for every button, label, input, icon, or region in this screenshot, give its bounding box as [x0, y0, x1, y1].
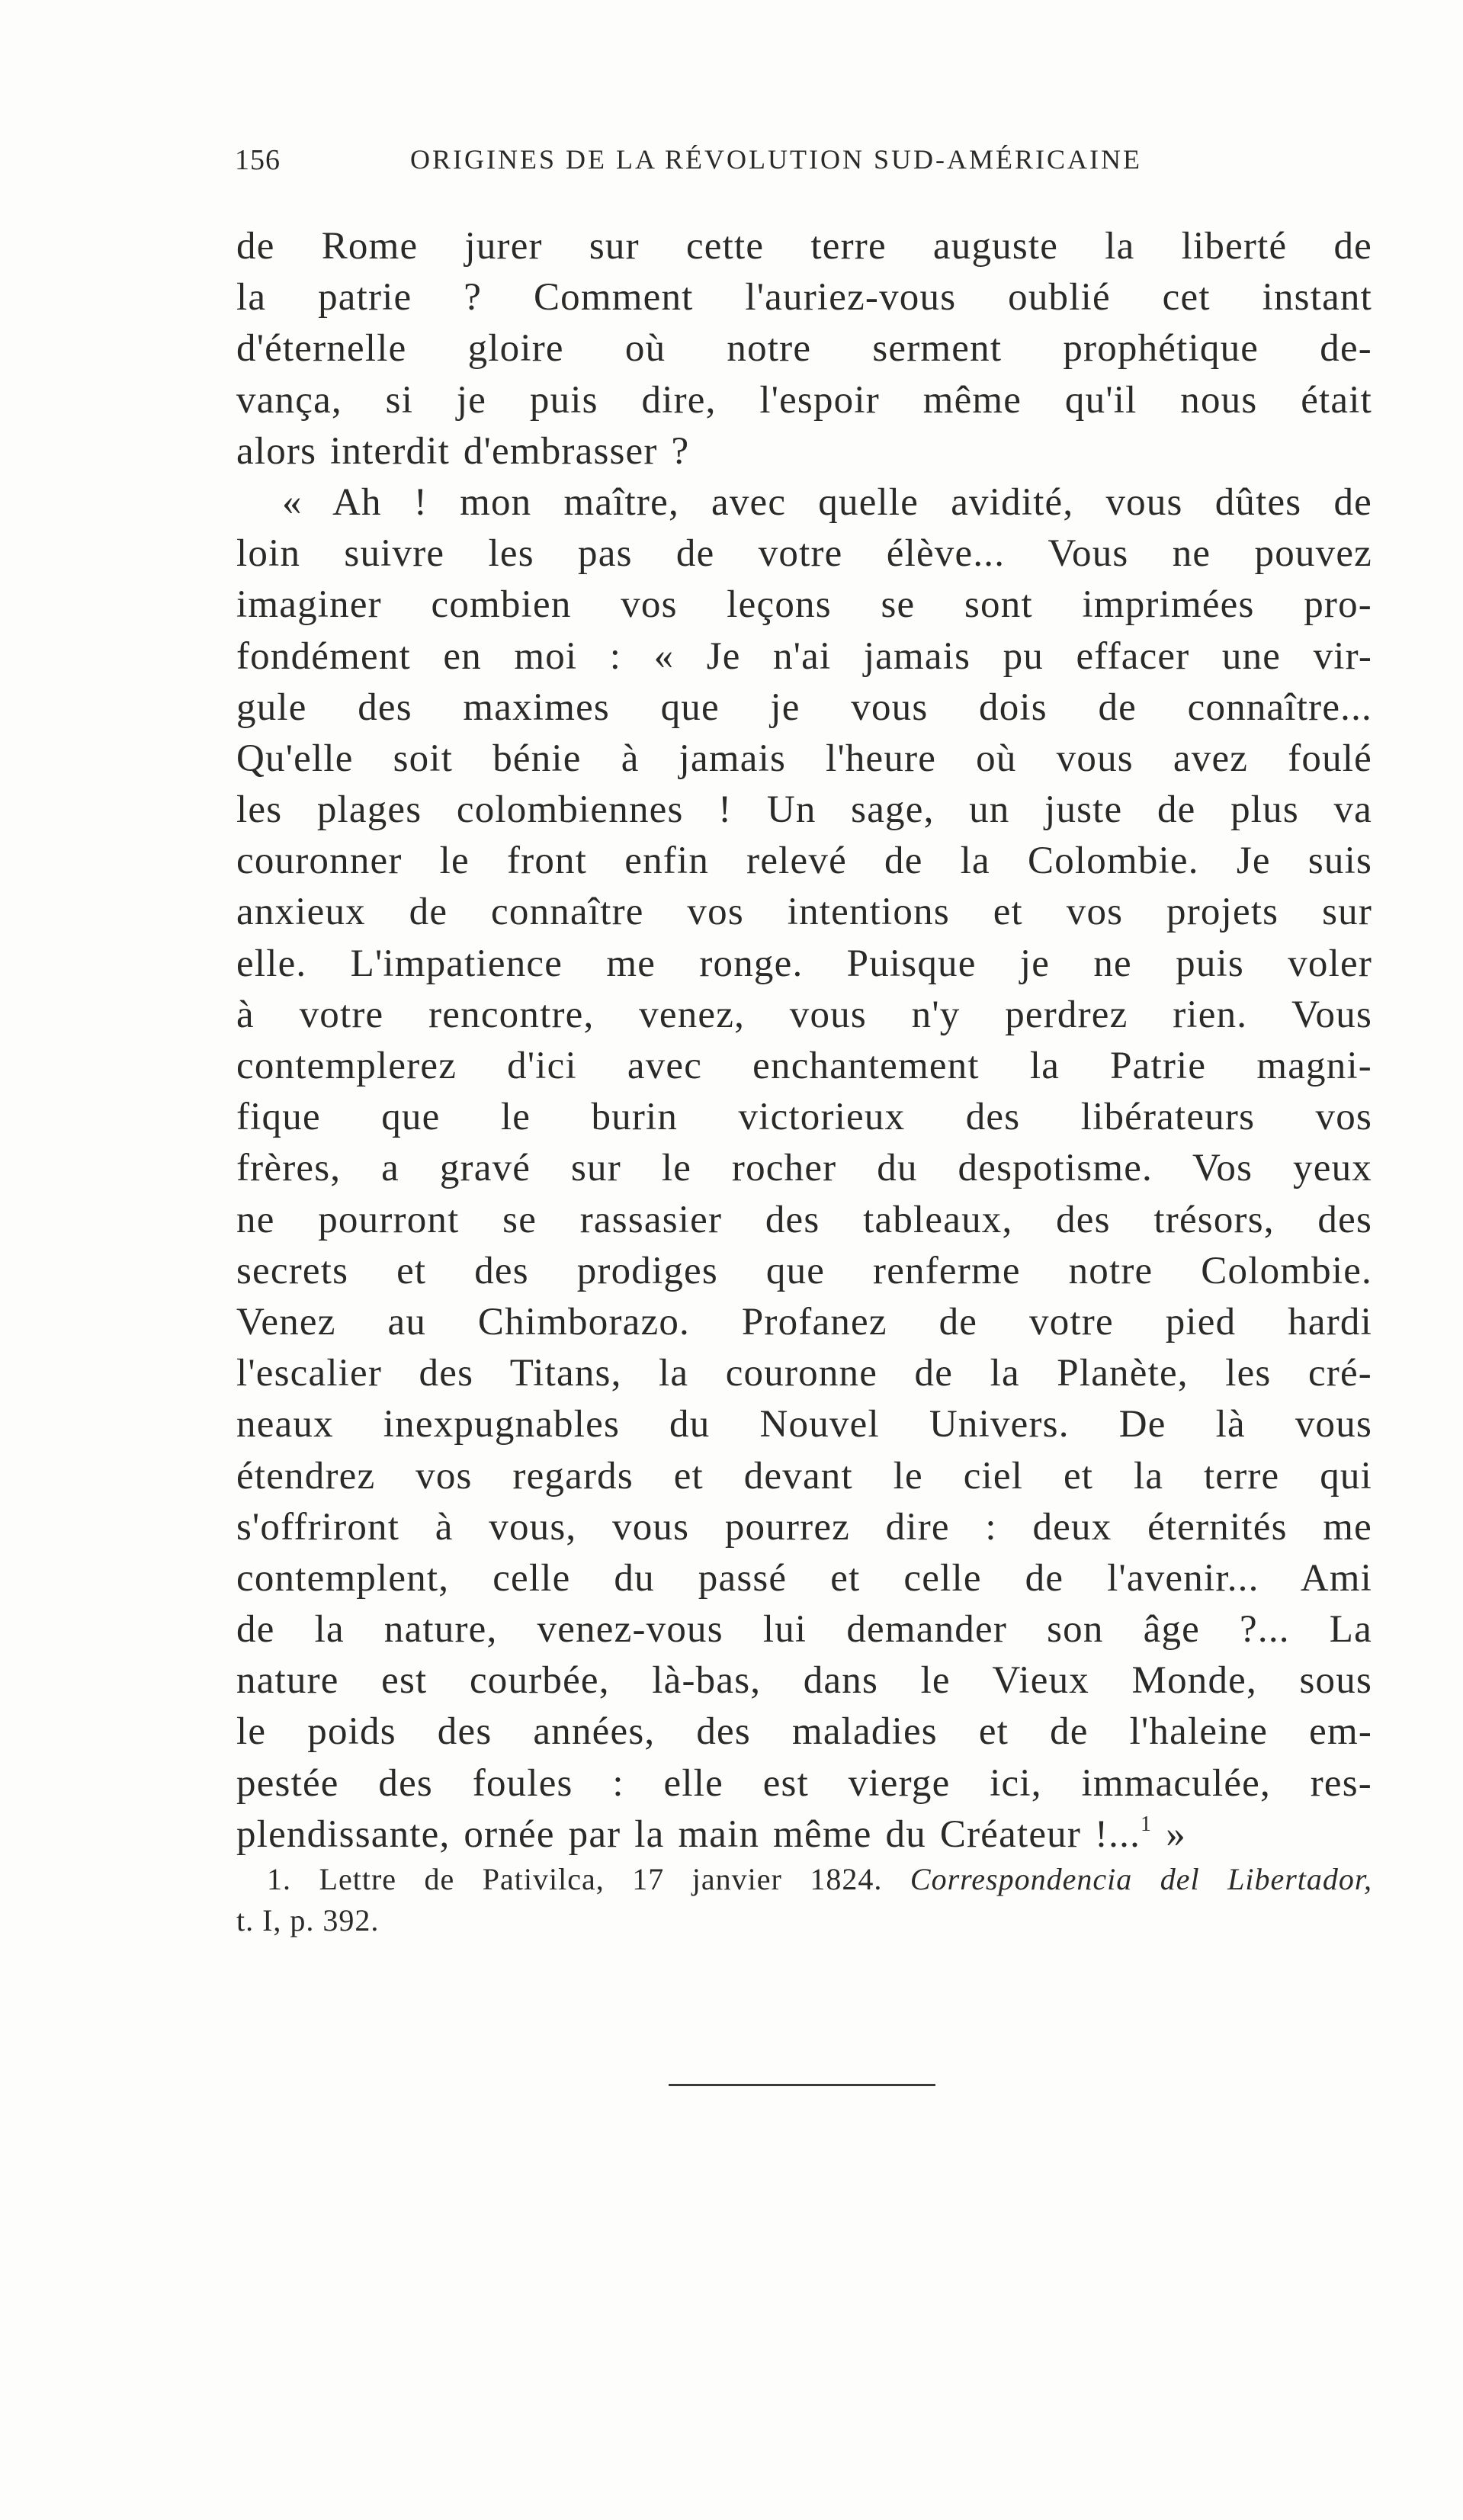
closing-quote: »	[1166, 1812, 1186, 1856]
text-line: les plages colombiennes ! Un sage, un juste de plus va	[236, 788, 1372, 832]
text-line: imaginer combien vos leçons se sont imprimées pro-	[236, 583, 1372, 627]
page-header	[235, 143, 1226, 189]
text-line-final	[236, 1809, 1372, 1860]
text-line: étendrez vos regards et devant le ciel et la terre qui	[236, 1454, 1372, 1498]
text-line: anxieux de connaître vos intentions et vos projets sur	[236, 891, 1372, 934]
text-line: couronner le front enfin relevé de la Colombie. Je suis	[236, 839, 1372, 883]
text-line: à votre rencontre, venez, vous n'y perdrez rien. Vous	[236, 993, 1372, 1036]
text-line: loin suivre les pas de votre élève... Vous ne pouvez	[236, 532, 1372, 576]
footnote	[236, 1859, 1372, 1941]
text-line: pestée des foules : elle est vierge ici, immaculée, res-	[236, 1761, 1372, 1805]
text-line: nature est courbée, là-bas, dans le Vieux Monde, sous	[236, 1659, 1372, 1703]
text-line: la patrie ? Comment l'auriez-vous oublié cet instant	[236, 276, 1372, 319]
text-line: ne pourront se rassasier des tableaux, des trésors, des	[236, 1198, 1372, 1241]
footnote-text: Lettre de Pativilca, 17 janvier 1824.	[319, 1862, 883, 1896]
text-line: s'offriront à vous, vous pourrez dire : deux éternités me	[236, 1505, 1372, 1549]
footnote-title: Correspondencia del Libertador,	[910, 1862, 1373, 1896]
footnote-reference[interactable]: 1	[1141, 1812, 1153, 1836]
text-line: fique que le burin victorieux des libérateurs vos	[236, 1096, 1372, 1139]
text-line: vança, si je puis dire, l'espoir même qu'il nous était	[236, 378, 1372, 422]
text-line: l'escalier des Titans, la couronne de la Planète, les cré-	[236, 1352, 1372, 1395]
text-line: contemplerez d'ici avec enchantement la Patrie magni-	[236, 1045, 1372, 1087]
text-line: elle. L'impatience me ronge. Puisque je ne puis voler	[236, 942, 1372, 985]
text-line: alors interdit d'embrasser ?	[236, 429, 690, 473]
text-line: Qu'elle soit bénie à jamais l'heure où vous avez foulé	[236, 737, 1372, 780]
text-line: gule des maximes que je vous dois de connaître...	[236, 685, 1372, 729]
text-line: « Ah ! mon maître, avec quelle avidité, vous dûtes de	[282, 480, 1372, 524]
text-line: Venez au Chimborazo. Profanez de votre pied hardi	[236, 1300, 1372, 1343]
running-head: ORIGINES DE LA RÉVOLUTION SUD-AMÉRICAINE	[410, 144, 1142, 175]
body-text	[236, 221, 1372, 1860]
text-line: d'éternelle gloire où notre serment prophétique de-	[236, 327, 1372, 371]
text-line: fondément en moi : « Je n'ai jamais pu effacer une vir-	[236, 634, 1372, 678]
footnote-line	[236, 1859, 1372, 1900]
text-line: contemplent, celle du passé et celle de l'avenir... Ami	[236, 1556, 1372, 1600]
footnote-line: t. I, p. 392.	[236, 1903, 380, 1937]
final-line-text: plendissante, ornée par la main même du Créateur !...	[236, 1812, 1141, 1856]
text-line: de Rome jurer sur cette terre auguste la liberté de	[236, 225, 1372, 268]
text-line: frères, a gravé sur le rocher du despotisme. Vos yeux	[236, 1147, 1372, 1190]
text-line: secrets et des prodiges que renferme notre Colombie.	[236, 1249, 1372, 1292]
footnote-number: 1.	[267, 1862, 291, 1896]
page-number: 156	[235, 144, 281, 176]
end-rule	[669, 2084, 935, 2086]
text-line: le poids des années, des maladies et de l'haleine em-	[236, 1710, 1372, 1754]
text-line: neaux inexpugnables du Nouvel Univers. De là vous	[236, 1403, 1372, 1446]
text-line: de la nature, venez-vous lui demander son âge ?... La	[236, 1608, 1372, 1652]
